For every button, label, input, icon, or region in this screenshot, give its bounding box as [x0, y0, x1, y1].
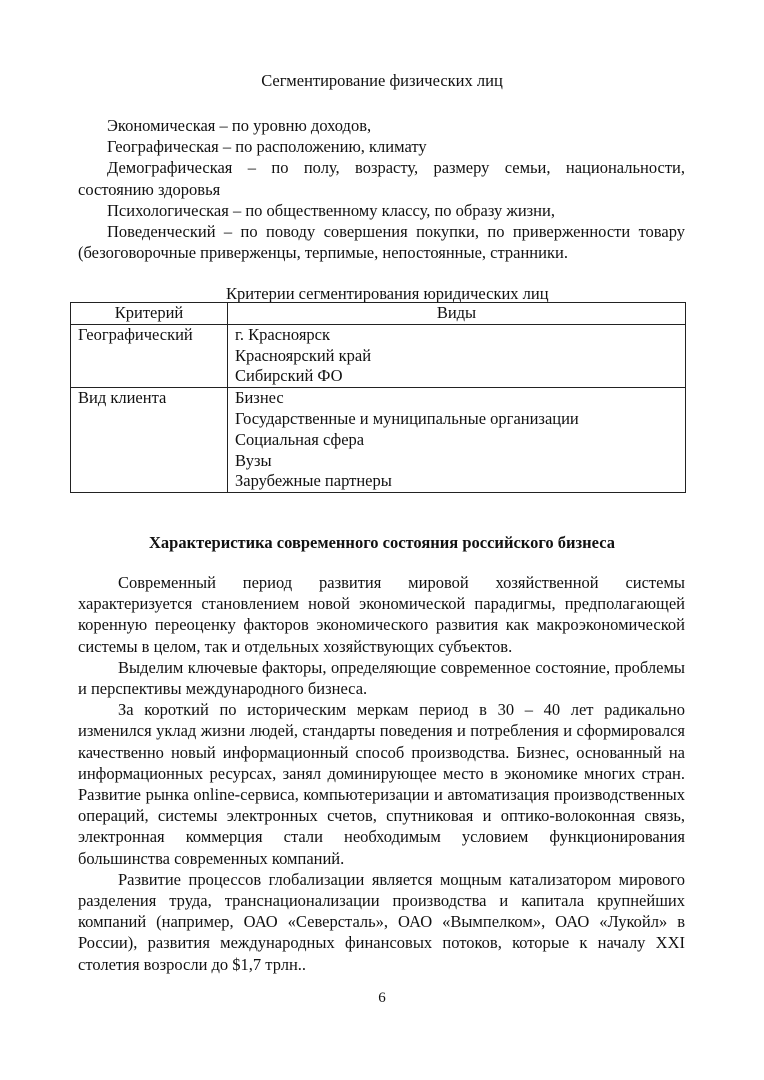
criteria-table [70, 302, 686, 493]
type-item: Красноярский край [235, 345, 372, 365]
criterion-cell: Вид клиента [71, 388, 228, 493]
paragraph: Выделим ключевые факторы, определяющие современное состояние, проблемы и перспективы международного бизнеса. [78, 657, 685, 699]
column-header-criterion: Критерий [71, 303, 228, 325]
type-item: Социальная сфера [235, 429, 365, 449]
type-item: Зарубежные партнеры [235, 471, 392, 491]
segment-title: Сегментирование физических лиц [261, 71, 503, 90]
types-cell [228, 324, 686, 387]
segment-item: Демографическая – по полу, возрасту, размеру семьи, национальности, состоянию здоровья [78, 158, 685, 199]
type-item: Государственные и муниципальные организации [235, 408, 579, 428]
type-item: г. Красноярск [235, 324, 331, 344]
type-item: Сибирский ФО [235, 366, 343, 386]
segment-item: Поведенческий – по поводу совершения покупки, по приверженности товару (безоговорочные приверженцы, терпимые, непостоянные, странники. [78, 222, 685, 263]
paragraph: За короткий по историческим меркам период в 30 – 40 лет радикально изменился уклад жизни людей, стандарты поведения и потребления и сформировался качественно новый информационный способ производства. Бизнес, основанный на информационных ресурсах, занял доминирующее место в экономике многих стран. Развитие рынка online-сервиса, компьютеризации и автоматизация производственных операций, системы электронных счетов, спутниковая и оптико-волоконная связь, электронная коммерция стали необходимым условием функционирования большинства современных компаний. [78, 700, 685, 868]
body-text [78, 572, 685, 975]
page-number: 6 [378, 990, 386, 1006]
table-header-row [71, 303, 686, 325]
segment-item: Психологическая – по общественному классу, по образу жизни, [107, 200, 555, 220]
table-row [71, 388, 686, 493]
table-caption: Критерии сегментирования юридических лиц [226, 284, 549, 303]
paragraph: Развитие процессов глобализации является мощным катализатором мирового разделения труда, транснационализации производства и капитала крупнейших компаний (например, ОАО «Северсталь», ОАО «Вымпелком», ОАО «Лукойл» в России), развития международных финансовых потоков, которые к началу XXI столетия возросли до $1,7 трлн.. [78, 869, 685, 974]
type-item: Вузы [235, 450, 272, 470]
criterion-cell: Географический [71, 324, 228, 387]
type-item: Бизнес [235, 388, 284, 408]
column-header-types: Виды [228, 303, 686, 325]
segment-list [78, 115, 685, 263]
section-heading: Характеристика современного состояния российского бизнеса [149, 533, 615, 552]
paragraph: Современный период развития мировой хозяйственной системы характеризуется становлением новой экономической парадигмы, предполагающей коренную переоценку факторов экономического развития как макроэкономической системы в целом, так и отдельных хозяйствующих субъектов. [78, 573, 685, 656]
types-cell [228, 388, 686, 493]
table-row [71, 324, 686, 387]
segment-item: Экономическая – по уровню доходов, [107, 116, 372, 135]
segment-item: Географическая – по расположению, климату [107, 137, 427, 157]
